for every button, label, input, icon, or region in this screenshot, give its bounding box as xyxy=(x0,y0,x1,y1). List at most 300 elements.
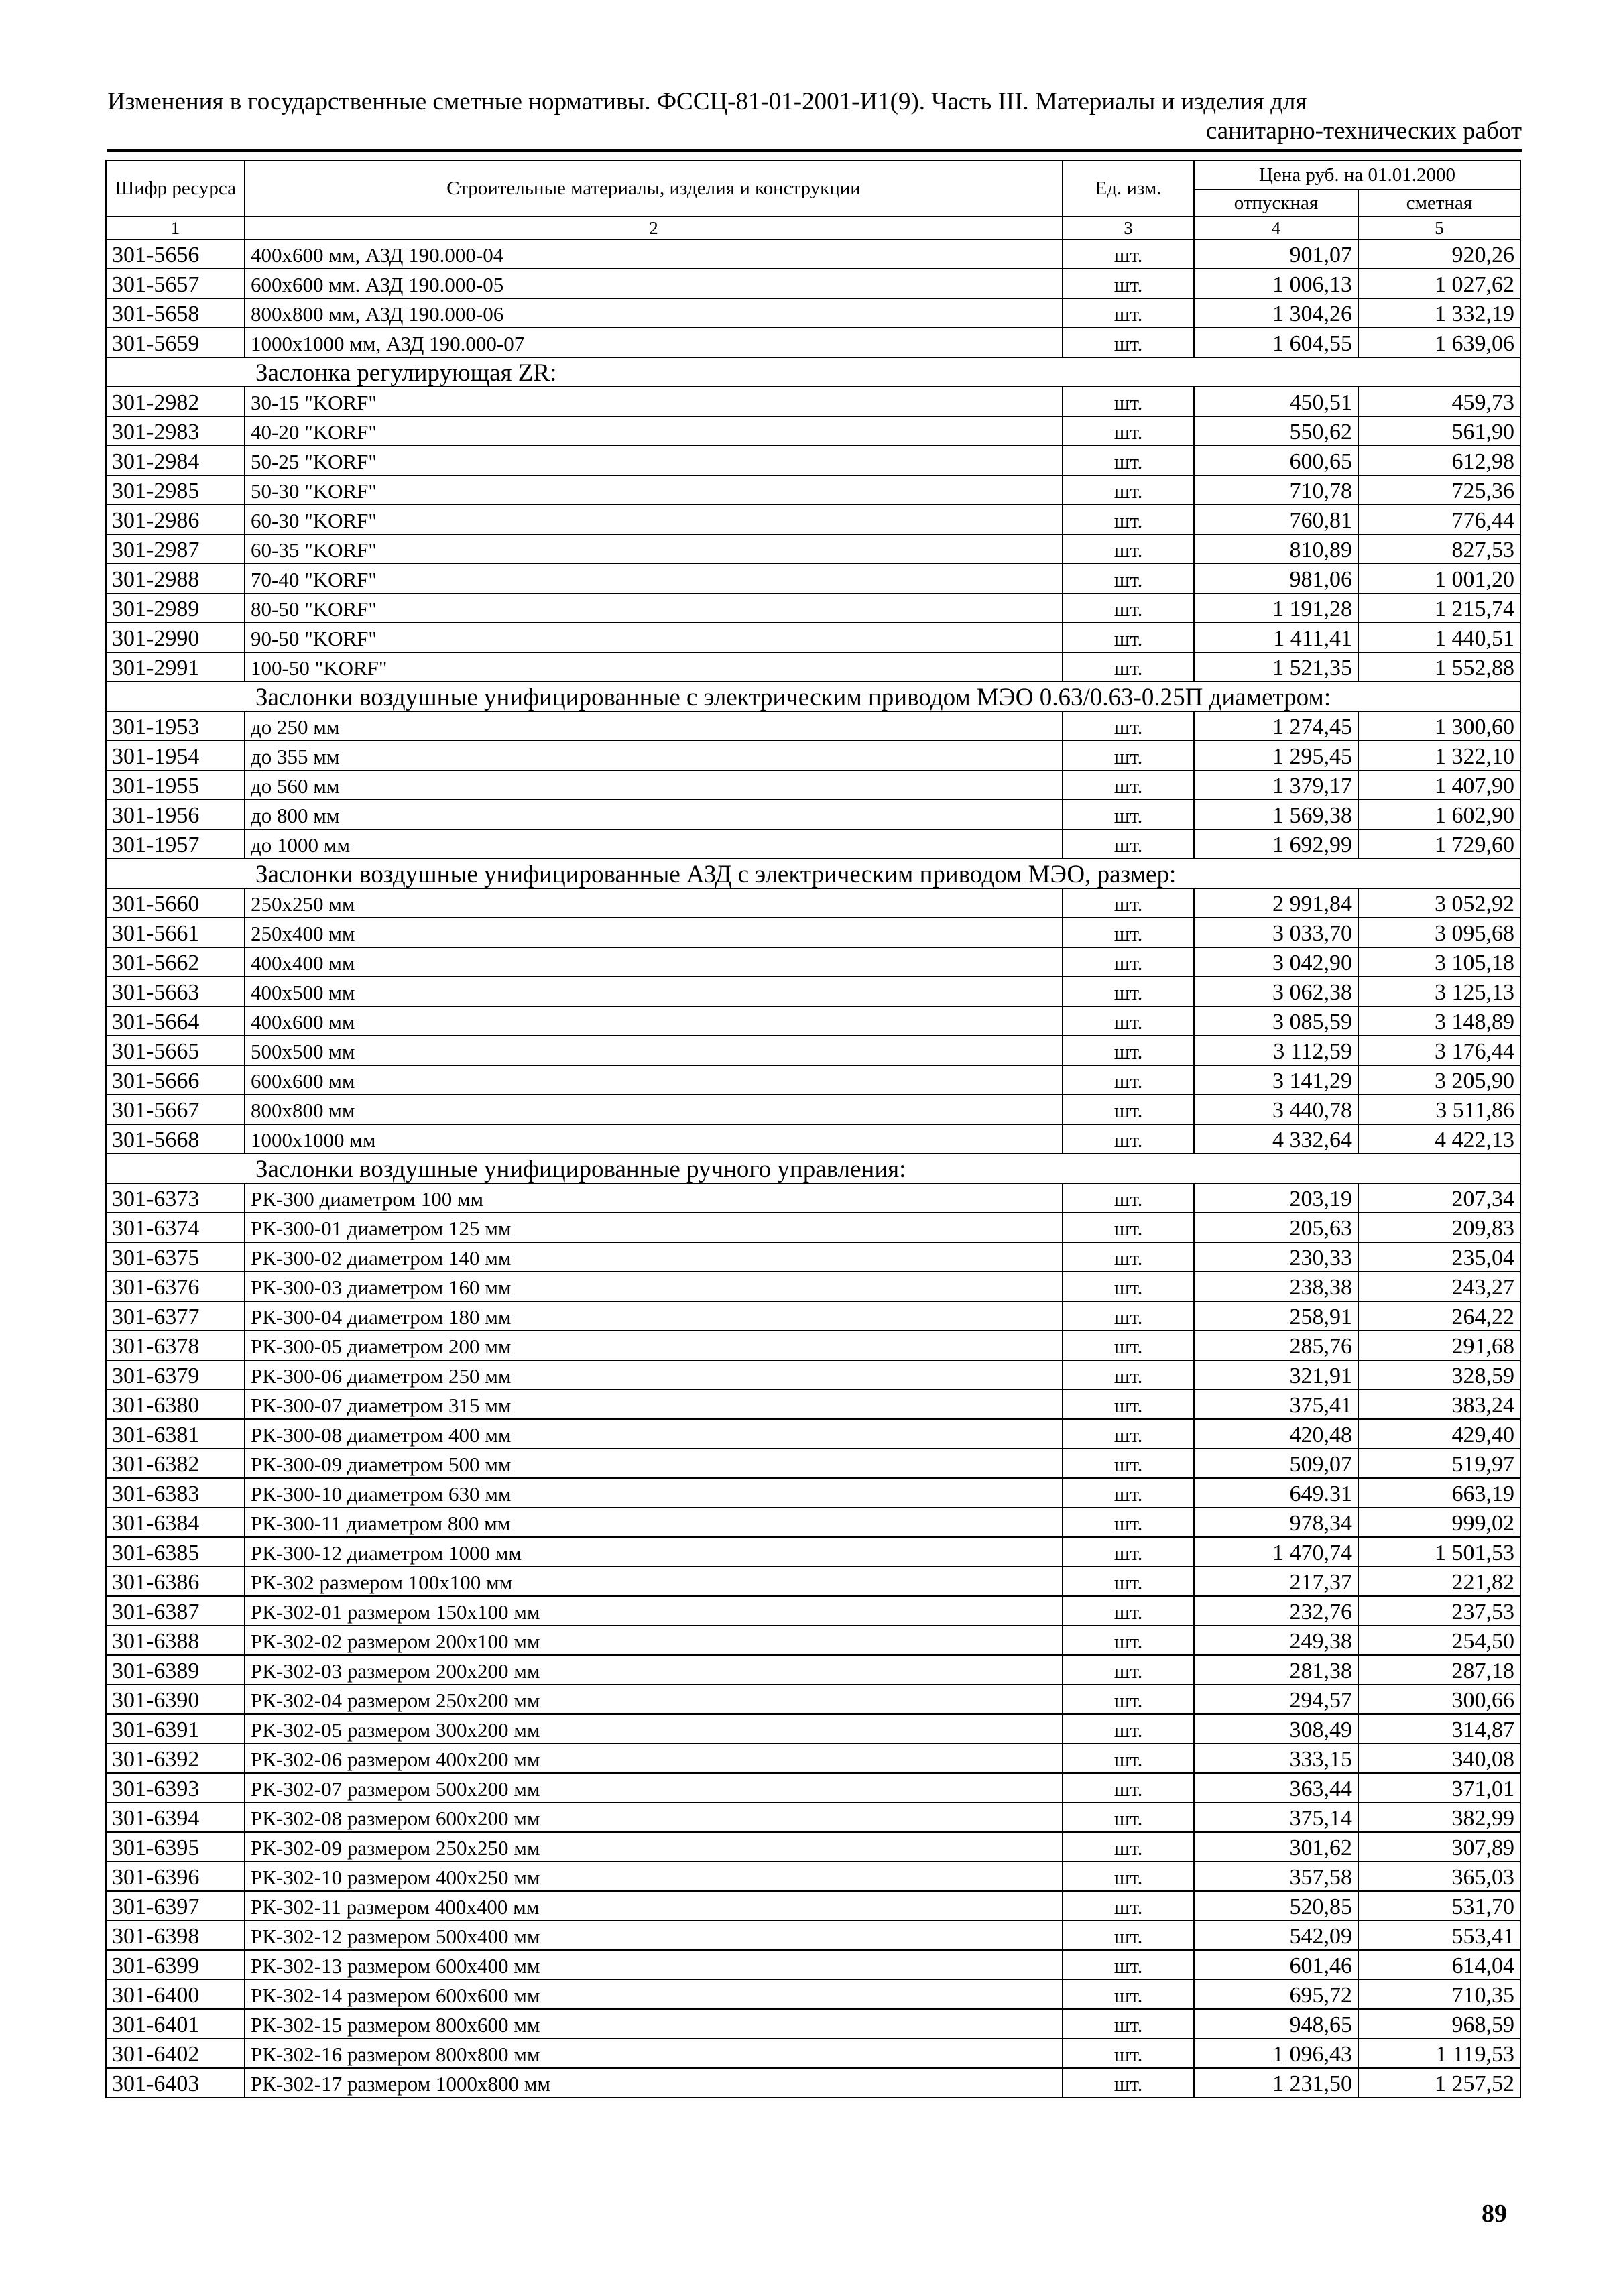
resource-code: 301-6396 xyxy=(106,1862,245,1891)
item-name: РК-302-04 размером 250х200 мм xyxy=(245,1685,1063,1714)
table-row xyxy=(106,1626,1520,1655)
table-row xyxy=(106,800,1520,829)
table-row xyxy=(106,1449,1520,1478)
release-price: 205,63 xyxy=(1194,1213,1358,1242)
table-row xyxy=(106,1714,1520,1744)
table-body xyxy=(106,239,1520,2098)
group-row xyxy=(106,357,1520,387)
estimate-price: 254,50 xyxy=(1358,1626,1520,1655)
release-price: 1 231,50 xyxy=(1194,2068,1358,2098)
item-name: РК-300-09 диаметром 500 мм xyxy=(245,1449,1063,1478)
table-row xyxy=(106,770,1520,800)
item-name: РК-302-10 размером 400х250 мм xyxy=(245,1862,1063,1891)
release-price: 600,65 xyxy=(1194,446,1358,475)
estimate-price: 1 001,20 xyxy=(1358,564,1520,593)
item-name: РК-300-01 диаметром 125 мм xyxy=(245,1213,1063,1242)
table-row xyxy=(106,2068,1520,2098)
resource-code: 301-6397 xyxy=(106,1891,245,1921)
resource-code: 301-6402 xyxy=(106,2039,245,2068)
item-name: до 355 мм xyxy=(245,741,1063,770)
table-row xyxy=(106,1006,1520,1036)
col-header-name: Строительные материалы, изделия и конструкции xyxy=(245,160,1063,217)
table-row xyxy=(106,1360,1520,1390)
item-name: РК-302-08 размером 600х200 мм xyxy=(245,1803,1063,1832)
release-price: 2 991,84 xyxy=(1194,888,1358,918)
table-row xyxy=(106,269,1520,298)
resource-code: 301-2990 xyxy=(106,623,245,652)
resource-code: 301-6395 xyxy=(106,1832,245,1862)
estimate-price: 1 501,53 xyxy=(1358,1537,1520,1567)
estimate-price: 3 176,44 xyxy=(1358,1036,1520,1065)
release-price: 357,58 xyxy=(1194,1862,1358,1891)
estimate-price: 4 422,13 xyxy=(1358,1124,1520,1154)
estimate-price: 1 257,52 xyxy=(1358,2068,1520,2098)
release-price: 1 379,17 xyxy=(1194,770,1358,800)
resource-code: 301-5659 xyxy=(106,328,245,357)
unit-cell: шт. xyxy=(1063,1655,1194,1685)
group-title: Заслонки воздушные унифицированные АЗД с электрическим приводом МЭО, размер: xyxy=(106,859,1520,888)
item-name: РК-302-05 размером 300х200 мм xyxy=(245,1714,1063,1744)
table-row xyxy=(106,1213,1520,1242)
table-row xyxy=(106,1183,1520,1213)
estimate-price: 553,41 xyxy=(1358,1921,1520,1950)
resource-code: 301-5663 xyxy=(106,977,245,1006)
item-name: 250х400 мм xyxy=(245,918,1063,947)
unit-cell: шт. xyxy=(1063,1213,1194,1242)
table-row xyxy=(106,564,1520,593)
group-title: Заслонки воздушные унифицированные ручного управления: xyxy=(106,1154,1520,1183)
table-row xyxy=(106,387,1520,416)
item-name: 60-35 "KORF" xyxy=(245,534,1063,564)
release-price: 649.31 xyxy=(1194,1478,1358,1508)
unit-cell: шт. xyxy=(1063,1183,1194,1213)
resource-code: 301-6391 xyxy=(106,1714,245,1744)
table-row xyxy=(106,1390,1520,1419)
resource-code: 301-1953 xyxy=(106,711,245,741)
unit-cell: шт. xyxy=(1063,1478,1194,1508)
col-header-price: Цена руб. на 01.01.2000 xyxy=(1194,160,1520,190)
resource-code: 301-6399 xyxy=(106,1950,245,1980)
resource-code: 301-2991 xyxy=(106,652,245,682)
resource-code: 301-6388 xyxy=(106,1626,245,1655)
estimate-price: 3 148,89 xyxy=(1358,1006,1520,1036)
unit-cell: шт. xyxy=(1063,1390,1194,1419)
item-name: РК-300 диаметром 100 мм xyxy=(245,1183,1063,1213)
item-name: РК-302-13 размером 600х400 мм xyxy=(245,1950,1063,1980)
estimate-price: 3 511,86 xyxy=(1358,1095,1520,1124)
unit-cell: шт. xyxy=(1063,269,1194,298)
release-price: 3 062,38 xyxy=(1194,977,1358,1006)
resource-code: 301-6379 xyxy=(106,1360,245,1390)
resource-code: 301-6403 xyxy=(106,2068,245,2098)
estimate-price: 725,36 xyxy=(1358,475,1520,505)
unit-cell: шт. xyxy=(1063,800,1194,829)
item-name: до 560 мм xyxy=(245,770,1063,800)
estimate-price: 235,04 xyxy=(1358,1242,1520,1272)
release-price: 1 006,13 xyxy=(1194,269,1358,298)
table-row xyxy=(106,1095,1520,1124)
estimate-price: 383,24 xyxy=(1358,1390,1520,1419)
item-name: 800х800 мм, АЗД 190.000-06 xyxy=(245,298,1063,328)
resource-code: 301-6387 xyxy=(106,1596,245,1626)
release-price: 710,78 xyxy=(1194,475,1358,505)
release-price: 695,72 xyxy=(1194,1980,1358,2009)
resource-code: 301-5660 xyxy=(106,888,245,918)
estimate-price: 328,59 xyxy=(1358,1360,1520,1390)
unit-cell: шт. xyxy=(1063,2009,1194,2039)
unit-cell: шт. xyxy=(1063,1242,1194,1272)
table-row xyxy=(106,1773,1520,1803)
col-number: 3 xyxy=(1063,217,1194,239)
estimate-price: 3 095,68 xyxy=(1358,918,1520,947)
unit-cell: шт. xyxy=(1063,977,1194,1006)
item-name: до 800 мм xyxy=(245,800,1063,829)
unit-cell: шт. xyxy=(1063,1508,1194,1537)
estimate-price: 459,73 xyxy=(1358,387,1520,416)
release-price: 1 191,28 xyxy=(1194,593,1358,623)
group-row xyxy=(106,682,1520,711)
resource-code: 301-6386 xyxy=(106,1567,245,1596)
table-row xyxy=(106,1891,1520,1921)
item-name: РК-302-03 размером 200х200 мм xyxy=(245,1655,1063,1685)
unit-cell: шт. xyxy=(1063,446,1194,475)
release-price: 509,07 xyxy=(1194,1449,1358,1478)
col-header-release: отпускная xyxy=(1194,190,1358,217)
release-price: 1 274,45 xyxy=(1194,711,1358,741)
release-price: 1 521,35 xyxy=(1194,652,1358,682)
unit-cell: шт. xyxy=(1063,947,1194,977)
item-name: 40-20 "KORF" xyxy=(245,416,1063,446)
table-row xyxy=(106,1832,1520,1862)
unit-cell: шт. xyxy=(1063,1095,1194,1124)
table-row xyxy=(106,1655,1520,1685)
table-row xyxy=(106,1419,1520,1449)
item-name: 100-50 "KORF" xyxy=(245,652,1063,682)
unit-cell: шт. xyxy=(1063,918,1194,947)
item-name: РК-302-01 размером 150х100 мм xyxy=(245,1596,1063,1626)
release-price: 308,49 xyxy=(1194,1714,1358,1744)
table-row xyxy=(106,1124,1520,1154)
release-price: 978,34 xyxy=(1194,1508,1358,1537)
resource-code: 301-6377 xyxy=(106,1301,245,1331)
unit-cell: шт. xyxy=(1063,623,1194,652)
unit-cell: шт. xyxy=(1063,1773,1194,1803)
estimate-price: 612,98 xyxy=(1358,446,1520,475)
resource-code: 301-6378 xyxy=(106,1331,245,1360)
col-header-code: Шифр ресурса xyxy=(106,160,245,217)
item-name: 800х800 мм xyxy=(245,1095,1063,1124)
unit-cell: шт. xyxy=(1063,652,1194,682)
item-name: 90-50 "KORF" xyxy=(245,623,1063,652)
release-price: 1 692,99 xyxy=(1194,829,1358,859)
resource-code: 301-6373 xyxy=(106,1183,245,1213)
estimate-price: 1 407,90 xyxy=(1358,770,1520,800)
item-name: РК-300-12 диаметром 1000 мм xyxy=(245,1537,1063,1567)
table-row xyxy=(106,1803,1520,1832)
resource-code: 301-6385 xyxy=(106,1537,245,1567)
item-name: 1000х1000 мм xyxy=(245,1124,1063,1154)
unit-cell: шт. xyxy=(1063,593,1194,623)
item-name: РК-302-06 размером 400х200 мм xyxy=(245,1744,1063,1773)
estimate-price: 1 300,60 xyxy=(1358,711,1520,741)
item-name: РК-300-08 диаметром 400 мм xyxy=(245,1419,1063,1449)
col-header-estimate: сметная xyxy=(1358,190,1520,217)
estimate-price: 209,83 xyxy=(1358,1213,1520,1242)
release-price: 1 604,55 xyxy=(1194,328,1358,357)
estimate-price: 1 602,90 xyxy=(1358,800,1520,829)
unit-cell: шт. xyxy=(1063,888,1194,918)
release-price: 3 440,78 xyxy=(1194,1095,1358,1124)
release-price: 1 569,38 xyxy=(1194,800,1358,829)
release-price: 1 295,45 xyxy=(1194,741,1358,770)
estimate-price: 382,99 xyxy=(1358,1803,1520,1832)
unit-cell: шт. xyxy=(1063,475,1194,505)
release-price: 321,91 xyxy=(1194,1360,1358,1390)
resource-code: 301-6382 xyxy=(106,1449,245,1478)
estimate-price: 968,59 xyxy=(1358,2009,1520,2039)
table-row xyxy=(106,298,1520,328)
table-row xyxy=(106,1331,1520,1360)
table-row xyxy=(106,1950,1520,1980)
estimate-price: 1 440,51 xyxy=(1358,623,1520,652)
release-price: 981,06 xyxy=(1194,564,1358,593)
release-price: 3 033,70 xyxy=(1194,918,1358,947)
resource-code: 301-6375 xyxy=(106,1242,245,1272)
table-row xyxy=(106,475,1520,505)
release-price: 542,09 xyxy=(1194,1921,1358,1950)
release-price: 948,65 xyxy=(1194,2009,1358,2039)
table-row xyxy=(106,1478,1520,1508)
table-row xyxy=(106,1537,1520,1567)
release-price: 550,62 xyxy=(1194,416,1358,446)
release-price: 258,91 xyxy=(1194,1301,1358,1331)
estimate-price: 920,26 xyxy=(1358,239,1520,269)
release-price: 238,38 xyxy=(1194,1272,1358,1301)
resource-code: 301-6392 xyxy=(106,1744,245,1773)
item-name: РК-302-14 размером 600х600 мм xyxy=(245,1980,1063,2009)
estimate-price: 365,03 xyxy=(1358,1862,1520,1891)
release-price: 217,37 xyxy=(1194,1567,1358,1596)
item-name: 250х250 мм xyxy=(245,888,1063,918)
table-row xyxy=(106,446,1520,475)
resource-code: 301-5666 xyxy=(106,1065,245,1095)
page-header xyxy=(107,87,1522,146)
resource-code: 301-6393 xyxy=(106,1773,245,1803)
estimate-price: 340,08 xyxy=(1358,1744,1520,1773)
table-row xyxy=(106,652,1520,682)
unit-cell: шт. xyxy=(1063,1331,1194,1360)
release-price: 3 112,59 xyxy=(1194,1036,1358,1065)
resource-code: 301-5658 xyxy=(106,298,245,328)
item-name: 600х600 мм. АЗД 190.000-05 xyxy=(245,269,1063,298)
resource-code: 301-5656 xyxy=(106,239,245,269)
release-price: 232,76 xyxy=(1194,1596,1358,1626)
estimate-price: 827,53 xyxy=(1358,534,1520,564)
item-name: РК-302-16 размером 800х800 мм xyxy=(245,2039,1063,2068)
group-title: Заслонки воздушные унифицированные с электрическим приводом МЭО 0.63/0.63-0.25П диаметром: xyxy=(106,682,1520,711)
table-row xyxy=(106,2039,1520,2068)
item-name: РК-300-04 диаметром 180 мм xyxy=(245,1301,1063,1331)
resource-code: 301-2988 xyxy=(106,564,245,593)
table-row xyxy=(106,1508,1520,1537)
item-name: 80-50 "KORF" xyxy=(245,593,1063,623)
unit-cell: шт. xyxy=(1063,328,1194,357)
release-price: 520,85 xyxy=(1194,1891,1358,1921)
estimate-price: 237,53 xyxy=(1358,1596,1520,1626)
resource-code: 301-2983 xyxy=(106,416,245,446)
release-price: 901,07 xyxy=(1194,239,1358,269)
unit-cell: шт. xyxy=(1063,1950,1194,1980)
unit-cell: шт. xyxy=(1063,564,1194,593)
item-name: РК-300-06 диаметром 250 мм xyxy=(245,1360,1063,1390)
resource-code: 301-2985 xyxy=(106,475,245,505)
unit-cell: шт. xyxy=(1063,1714,1194,1744)
release-price: 363,44 xyxy=(1194,1773,1358,1803)
estimate-price: 291,68 xyxy=(1358,1331,1520,1360)
estimate-price: 300,66 xyxy=(1358,1685,1520,1714)
estimate-price: 307,89 xyxy=(1358,1832,1520,1862)
release-price: 375,14 xyxy=(1194,1803,1358,1832)
group-title: Заслонка регулирующая ZR: xyxy=(106,357,1520,387)
release-price: 4 332,64 xyxy=(1194,1124,1358,1154)
estimate-price: 561,90 xyxy=(1358,416,1520,446)
resource-code: 301-1954 xyxy=(106,741,245,770)
item-name: РК-300-03 диаметром 160 мм xyxy=(245,1272,1063,1301)
resource-code: 301-6401 xyxy=(106,2009,245,2039)
table-row xyxy=(106,416,1520,446)
table-row xyxy=(106,1685,1520,1714)
item-name: РК-302-15 размером 800х600 мм xyxy=(245,2009,1063,2039)
item-name: РК-302-07 размером 500х200 мм xyxy=(245,1773,1063,1803)
resource-code: 301-2982 xyxy=(106,387,245,416)
resource-code: 301-6384 xyxy=(106,1508,245,1537)
page-number: 89 xyxy=(1482,2199,1507,2228)
table-row xyxy=(106,947,1520,977)
table-row xyxy=(106,593,1520,623)
unit-cell: шт. xyxy=(1063,1803,1194,1832)
item-name: РК-302-12 размером 500х400 мм xyxy=(245,1921,1063,1950)
unit-cell: шт. xyxy=(1063,1921,1194,1950)
header-title-line1: Изменения в государственные сметные нормативы. ФССЦ-81-01-2001-И1(9). Часть III. Материалы и изделия для xyxy=(107,88,1307,115)
item-name: 400х600 мм xyxy=(245,1006,1063,1036)
col-header-unit: Ед. изм. xyxy=(1063,160,1194,217)
header-rule xyxy=(107,149,1522,152)
release-price: 3 042,90 xyxy=(1194,947,1358,977)
item-name: до 1000 мм xyxy=(245,829,1063,859)
release-price: 301,62 xyxy=(1194,1832,1358,1862)
estimate-price: 531,70 xyxy=(1358,1891,1520,1921)
table-row xyxy=(106,1272,1520,1301)
resource-code: 301-6383 xyxy=(106,1478,245,1508)
group-row xyxy=(106,1154,1520,1183)
resource-code: 301-6389 xyxy=(106,1655,245,1685)
table-row xyxy=(106,829,1520,859)
item-name: 600х600 мм xyxy=(245,1065,1063,1095)
release-price: 810,89 xyxy=(1194,534,1358,564)
resource-code: 301-2987 xyxy=(106,534,245,564)
estimate-price: 243,27 xyxy=(1358,1272,1520,1301)
resource-code: 301-2984 xyxy=(106,446,245,475)
estimate-price: 314,87 xyxy=(1358,1714,1520,1744)
table-row xyxy=(106,1596,1520,1626)
table-row xyxy=(106,534,1520,564)
item-name: 30-15 "KORF" xyxy=(245,387,1063,416)
resource-code: 301-5657 xyxy=(106,269,245,298)
estimate-price: 614,04 xyxy=(1358,1950,1520,1980)
estimate-price: 3 205,90 xyxy=(1358,1065,1520,1095)
item-name: РК-300-10 диаметром 630 мм xyxy=(245,1478,1063,1508)
resource-code: 301-6380 xyxy=(106,1390,245,1419)
resource-code: 301-6376 xyxy=(106,1272,245,1301)
resource-code: 301-2989 xyxy=(106,593,245,623)
estimate-price: 663,19 xyxy=(1358,1478,1520,1508)
estimate-price: 1 027,62 xyxy=(1358,269,1520,298)
release-price: 1 411,41 xyxy=(1194,623,1358,652)
unit-cell: шт. xyxy=(1063,239,1194,269)
table-row xyxy=(106,2009,1520,2039)
group-row xyxy=(106,859,1520,888)
unit-cell: шт. xyxy=(1063,1744,1194,1773)
release-price: 294,57 xyxy=(1194,1685,1358,1714)
unit-cell: шт. xyxy=(1063,1360,1194,1390)
table-row xyxy=(106,1242,1520,1272)
table-row xyxy=(106,977,1520,1006)
table-row xyxy=(106,1065,1520,1095)
item-name: 400х400 мм xyxy=(245,947,1063,977)
table-row xyxy=(106,1301,1520,1331)
unit-cell: шт. xyxy=(1063,1980,1194,2009)
release-price: 1 096,43 xyxy=(1194,2039,1358,2068)
release-price: 333,15 xyxy=(1194,1744,1358,1773)
unit-cell: шт. xyxy=(1063,1567,1194,1596)
release-price: 420,48 xyxy=(1194,1419,1358,1449)
item-name: 400х500 мм xyxy=(245,977,1063,1006)
col-number: 1 xyxy=(106,217,245,239)
item-name: до 250 мм xyxy=(245,711,1063,741)
resource-code: 301-5661 xyxy=(106,918,245,947)
item-name: РК-300-02 диаметром 140 мм xyxy=(245,1242,1063,1272)
unit-cell: шт. xyxy=(1063,829,1194,859)
resource-code: 301-5668 xyxy=(106,1124,245,1154)
unit-cell: шт. xyxy=(1063,1449,1194,1478)
estimate-price: 776,44 xyxy=(1358,505,1520,534)
item-name: 50-30 "KORF" xyxy=(245,475,1063,505)
resource-code: 301-5665 xyxy=(106,1036,245,1065)
release-price: 285,76 xyxy=(1194,1331,1358,1360)
unit-cell: шт. xyxy=(1063,1596,1194,1626)
unit-cell: шт. xyxy=(1063,505,1194,534)
resource-code: 301-6374 xyxy=(106,1213,245,1242)
unit-cell: шт. xyxy=(1063,1685,1194,1714)
table-row xyxy=(106,1036,1520,1065)
item-name: РК-302 размером 100х100 мм xyxy=(245,1567,1063,1596)
table-row xyxy=(106,328,1520,357)
table-row xyxy=(106,918,1520,947)
item-name: РК-302-11 размером 400х400 мм xyxy=(245,1891,1063,1921)
release-price: 281,38 xyxy=(1194,1655,1358,1685)
table-row xyxy=(106,1980,1520,2009)
item-name: РК-302-17 размером 1000х800 мм xyxy=(245,2068,1063,2098)
unit-cell: шт. xyxy=(1063,1065,1194,1095)
unit-cell: шт. xyxy=(1063,1124,1194,1154)
resource-code: 301-5662 xyxy=(106,947,245,977)
release-price: 3 141,29 xyxy=(1194,1065,1358,1095)
item-name: 60-30 "KORF" xyxy=(245,505,1063,534)
estimate-price: 999,02 xyxy=(1358,1508,1520,1537)
item-name: РК-300-05 диаметром 200 мм xyxy=(245,1331,1063,1360)
resource-code: 301-1957 xyxy=(106,829,245,859)
table-row xyxy=(106,741,1520,770)
